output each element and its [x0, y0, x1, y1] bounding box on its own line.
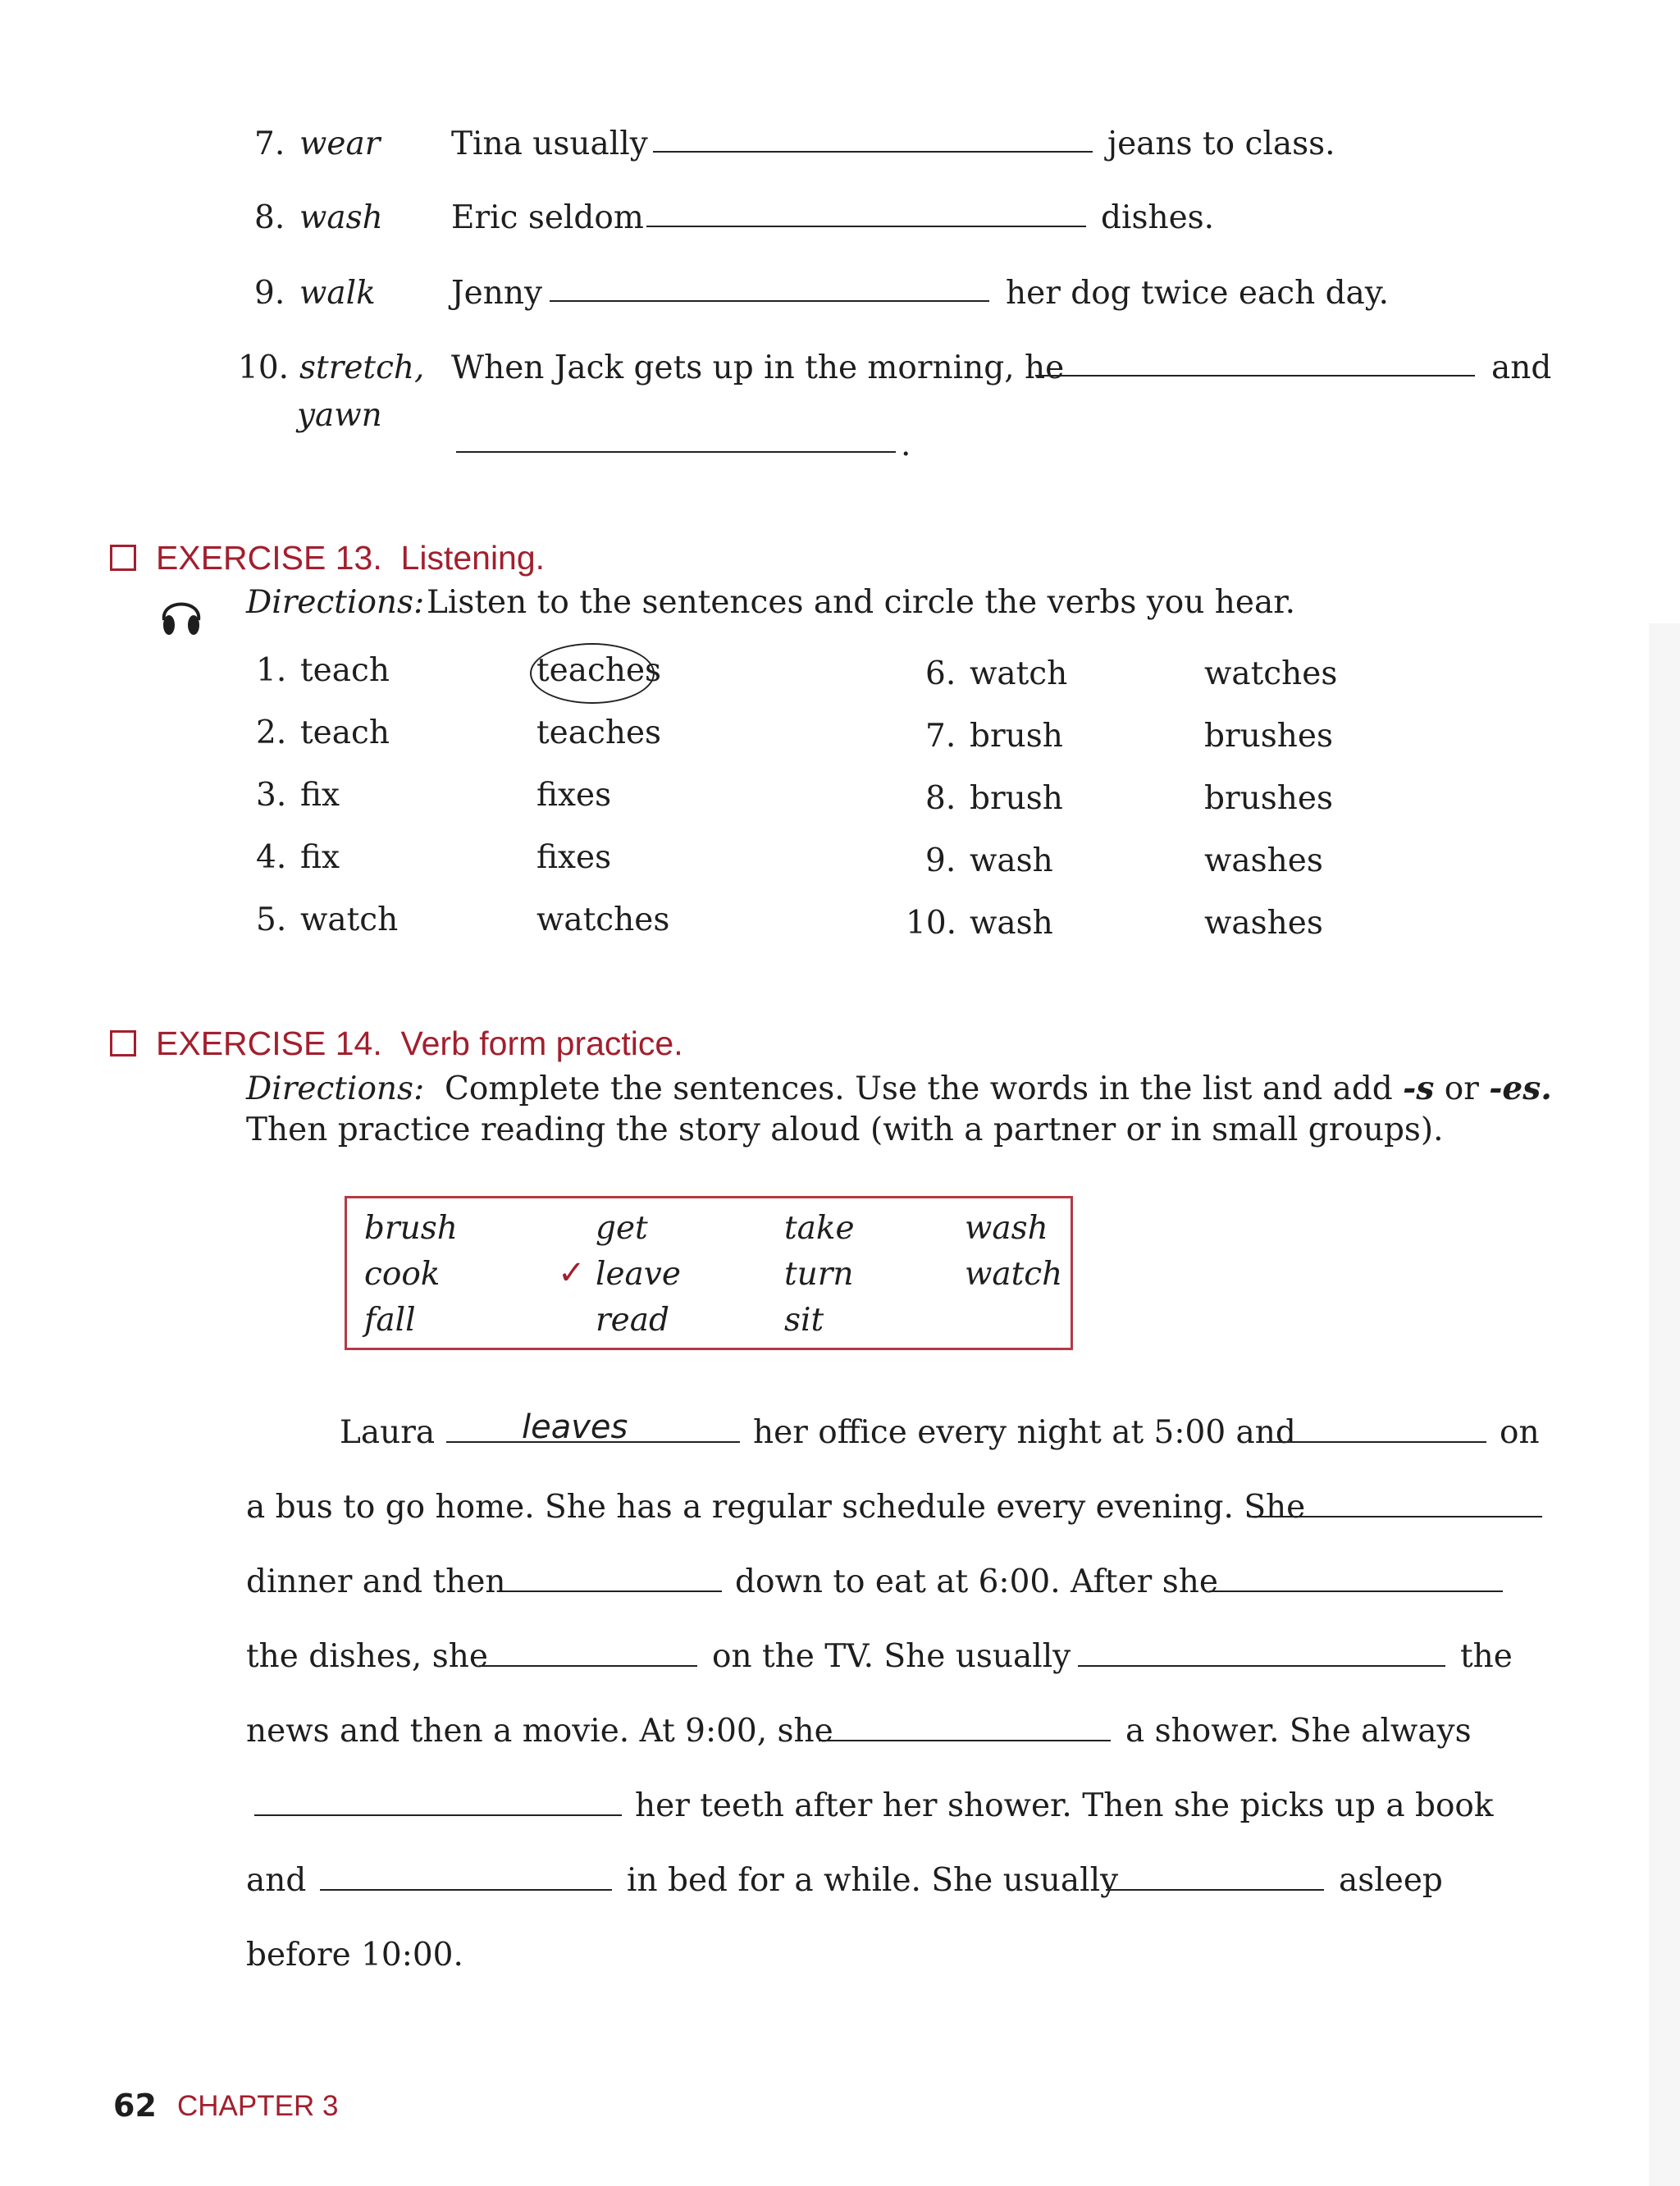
verb-option[interactable]: teach	[300, 714, 390, 751]
verb-option[interactable]: fix	[300, 839, 340, 876]
verb-option[interactable]: brushes	[1204, 780, 1333, 817]
word-list-item: wash	[965, 1210, 1048, 1247]
story-text: down to eat at 6:00. After she	[735, 1563, 1218, 1600]
story-text: news and then a movie. At 9:00, she	[246, 1713, 833, 1750]
chapter-label: CHAPTER 3	[177, 2090, 339, 2122]
sentence-text: and	[1491, 349, 1552, 386]
word-list-item: turn	[784, 1256, 854, 1293]
answer-blank[interactable]	[1078, 1665, 1445, 1667]
handwritten-answer: leaves	[522, 1408, 628, 1446]
verb-option[interactable]: watches	[536, 901, 670, 938]
item-verb: walk	[299, 275, 376, 312]
item-number: 4.	[256, 839, 287, 876]
answer-blank[interactable]	[819, 1740, 1111, 1741]
item-number: 1.	[256, 652, 287, 689]
item-number: 5.	[256, 901, 287, 938]
answer-blank[interactable]	[550, 300, 989, 302]
verb-option[interactable]: washes	[1204, 905, 1323, 942]
answer-blank[interactable]	[504, 1590, 722, 1592]
period: .	[901, 427, 911, 463]
word-list-item: take	[784, 1210, 855, 1247]
answer-blank[interactable]	[646, 226, 1086, 227]
story-text: before 10:00.	[246, 1937, 463, 1974]
answer-blank[interactable]	[456, 451, 896, 453]
verb-option[interactable]: brush	[970, 780, 1063, 817]
exercise-heading	[156, 541, 545, 575]
answer-blank[interactable]	[1106, 1889, 1324, 1891]
item-number: 9.	[925, 842, 956, 879]
exercise-title: Listening.	[400, 539, 546, 577]
answer-blank[interactable]	[1209, 1590, 1503, 1592]
story-text: on the TV. She usually	[712, 1638, 1071, 1675]
verb-option[interactable]: fixes	[536, 839, 612, 876]
headphones-icon	[158, 587, 205, 638]
verb-option[interactable]: brushes	[1204, 718, 1333, 755]
story-text: Laura	[340, 1414, 436, 1451]
exercise-checkbox[interactable]	[110, 545, 136, 571]
exercise-title: Verb form practice.	[400, 1025, 683, 1062]
suffix-es: -es.	[1489, 1070, 1552, 1107]
item-number: 7.	[254, 126, 285, 162]
page-number: 62	[113, 2088, 157, 2124]
item-verb: wear	[299, 126, 381, 162]
verb-option[interactable]: teaches	[536, 714, 662, 751]
verb-option[interactable]: washes	[1204, 842, 1323, 879]
item-number: 7.	[925, 718, 956, 755]
item-verb: yawn	[297, 397, 382, 434]
sentence-text: dishes.	[1101, 199, 1215, 236]
sentence-text: jeans to class.	[1107, 126, 1335, 162]
word-list-item: cook	[364, 1256, 441, 1293]
item-verb: stretch,	[299, 349, 425, 386]
verb-option[interactable]: fix	[300, 777, 340, 814]
suffix-s: -s	[1403, 1070, 1435, 1107]
item-verb: wash	[299, 199, 383, 236]
directions-line-2: Then practice reading the story aloud (with a partner or in small groups).	[246, 1111, 1444, 1148]
verb-option[interactable]: wash	[970, 905, 1053, 942]
verb-option[interactable]: watches	[1204, 655, 1338, 692]
verb-option[interactable]: brush	[970, 718, 1063, 755]
exercise-number: EXERCISE 14.	[156, 1025, 382, 1062]
directions-line-1	[246, 1070, 1552, 1107]
item-number: 10.	[906, 905, 957, 942]
story-text: the	[1460, 1638, 1513, 1675]
item-number: 8.	[254, 199, 285, 236]
story-text: in bed for a while. She usually	[627, 1862, 1119, 1899]
verb-option[interactable]: watch	[300, 901, 399, 938]
answer-blank[interactable]	[479, 1665, 697, 1667]
sentence-text: her dog twice each day.	[1006, 275, 1390, 312]
sentence-text: Jenny	[451, 275, 542, 312]
exercise-heading	[156, 1027, 683, 1061]
story-text: her teeth after her shower. Then she picks up a book	[635, 1787, 1494, 1824]
exercise-number: EXERCISE 13.	[156, 539, 382, 577]
verb-option[interactable]: wash	[970, 842, 1053, 879]
sentence-text: When Jack gets up in the morning, he	[451, 349, 1065, 386]
check-mark-icon: ✓	[558, 1254, 586, 1292]
answer-blank[interactable]	[1035, 375, 1475, 377]
directions-text: Complete the sentences. Use the words in the list and add	[445, 1070, 1404, 1107]
verb-option[interactable]: watch	[970, 655, 1068, 692]
answer-blank[interactable]	[1268, 1441, 1486, 1443]
answer-blank[interactable]	[320, 1889, 612, 1891]
story-text: a bus to go home. She has a regular schedule every evening. She	[246, 1489, 1306, 1526]
answer-blank[interactable]	[254, 1814, 622, 1816]
directions-label: Directions:	[246, 1070, 425, 1107]
story-text: asleep	[1339, 1862, 1443, 1899]
exercise-checkbox[interactable]	[110, 1030, 136, 1056]
story-text: and	[246, 1862, 307, 1899]
verb-option-circled[interactable]: teaches	[536, 652, 662, 689]
item-number: 10.	[238, 349, 290, 386]
word-list-item: watch	[965, 1256, 1063, 1293]
directions-label: Directions:	[246, 584, 425, 621]
story-text: dinner and then	[246, 1563, 506, 1600]
item-number: 2.	[256, 714, 287, 751]
verb-option[interactable]: fixes	[536, 777, 612, 814]
item-number: 3.	[256, 777, 287, 814]
item-number: 8.	[925, 780, 956, 817]
story-text: a shower. She always	[1125, 1713, 1472, 1750]
answer-blank[interactable]	[653, 151, 1093, 153]
story-text: the dishes, she	[246, 1638, 488, 1675]
directions-text: Listen to the sentences and circle the verbs you hear.	[427, 584, 1295, 621]
word-list-item: brush	[364, 1210, 458, 1247]
sentence-text: Tina usually	[451, 126, 648, 162]
directions-or: or	[1434, 1070, 1490, 1107]
word-list-item-checked: leave	[596, 1256, 681, 1293]
word-list-item: read	[596, 1302, 669, 1339]
item-number: 9.	[254, 275, 285, 312]
word-list-item: get	[596, 1210, 648, 1247]
story-text: her office every night at 5:00 and	[753, 1414, 1296, 1451]
story-text: on	[1500, 1414, 1540, 1451]
answer-blank[interactable]	[1249, 1516, 1542, 1517]
word-list-item: sit	[784, 1302, 824, 1339]
page-edge-shadow	[1649, 623, 1680, 2186]
word-list-item: fall	[364, 1302, 416, 1339]
sentence-text: Eric seldom	[451, 199, 644, 236]
verb-option[interactable]: teach	[300, 652, 390, 689]
item-number: 6.	[925, 655, 956, 692]
